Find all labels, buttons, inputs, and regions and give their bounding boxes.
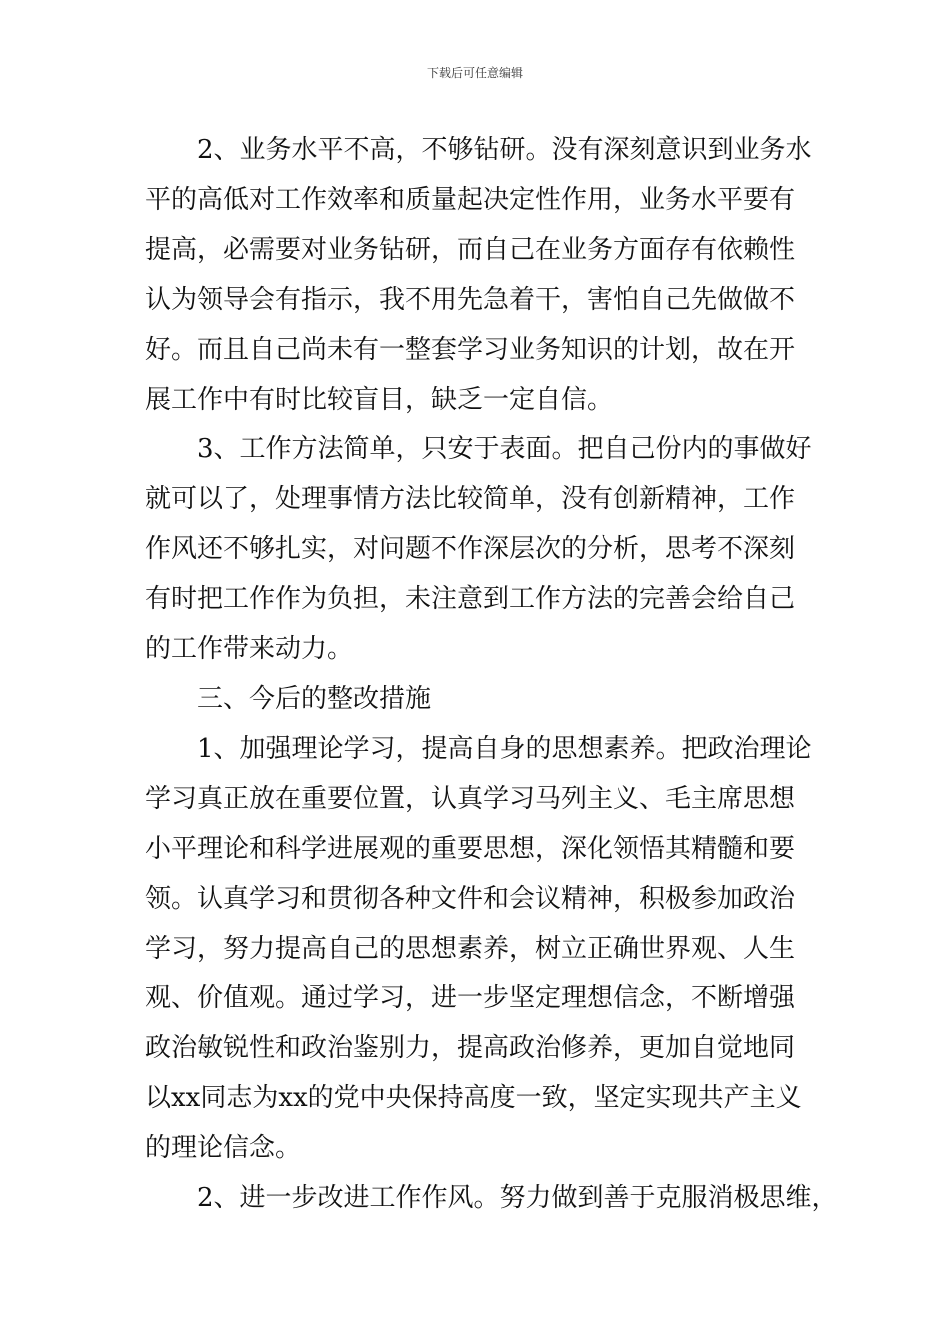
text-line: 提高，必需要对业务钻研，而自己在业务方面存有依赖性 xyxy=(145,234,796,265)
text-line: 三、今后的整改措施 xyxy=(197,683,432,714)
text-line: 展工作中有时比较盲目，缺乏一定自信。 xyxy=(145,384,614,415)
text-line: 学习，努力提高自己的思想素养，树立正确世界观、人生 xyxy=(145,933,796,964)
text-line: 的理论信念。 xyxy=(145,1133,302,1164)
text-line: 小平理论和科学进展观的重要思想，深化领悟其精髓和要 xyxy=(145,833,796,864)
text-line: 就可以了，处理事情方法比较简单，没有创新精神，工作 xyxy=(145,484,796,515)
text-line: 2、业务水平不高，不够钻研。没有深刻意识到业务水 xyxy=(197,135,812,165)
text-line: 认为领导会有指示，我不用先急着干，害怕自己先做做不 xyxy=(145,284,796,315)
text-line: 观、价值观。通过学习，进一步坚定理想信念，不断增强 xyxy=(145,983,796,1014)
text-line: 2、进一步改进工作作风。努力做到善于克服消极思维， xyxy=(197,1183,838,1214)
text-line: 领。认真学习和贯彻各种文件和会议精神，积极参加政治 xyxy=(145,883,796,914)
text-line: 好。而且自己尚未有一整套学习业务知识的计划，故在开 xyxy=(145,334,796,365)
page-header: 下载后可任意编辑 xyxy=(426,66,523,80)
text-line: 3、工作方法简单，只安于表面。把自己份内的事做好 xyxy=(197,434,812,465)
paragraph-work-method xyxy=(145,425,815,675)
text-line: 平的高低对工作效率和质量起决定性作用，业务水平要有 xyxy=(145,184,796,215)
text-line: 1、加强理论学习，提高自身的思想素养。把政治理论 xyxy=(197,733,812,764)
paragraph-work-style xyxy=(145,1174,838,1224)
document-body xyxy=(145,126,838,1224)
text-line: 学习真正放在重要位置，认真学习马列主义、毛主席思想 xyxy=(145,783,796,814)
paragraph-business-level xyxy=(145,126,815,425)
text-line: 作风还不够扎实，对问题不作深层次的分析，思考不深刻 xyxy=(145,534,796,565)
paragraph-theory-study xyxy=(145,725,815,1174)
text-line: 政治敏锐性和政治鉴别力，提高政治修养，更加自觉地同 xyxy=(145,1033,796,1064)
section-heading xyxy=(145,675,815,725)
text-line: 以xx同志为xx的党中央保持高度一致，坚定实现共产主义 xyxy=(145,1083,802,1114)
text-line: 有时把工作作为负担，未注意到工作方法的完善会给自己 xyxy=(145,584,796,615)
text-line: 的工作带来动力。 xyxy=(145,634,354,665)
